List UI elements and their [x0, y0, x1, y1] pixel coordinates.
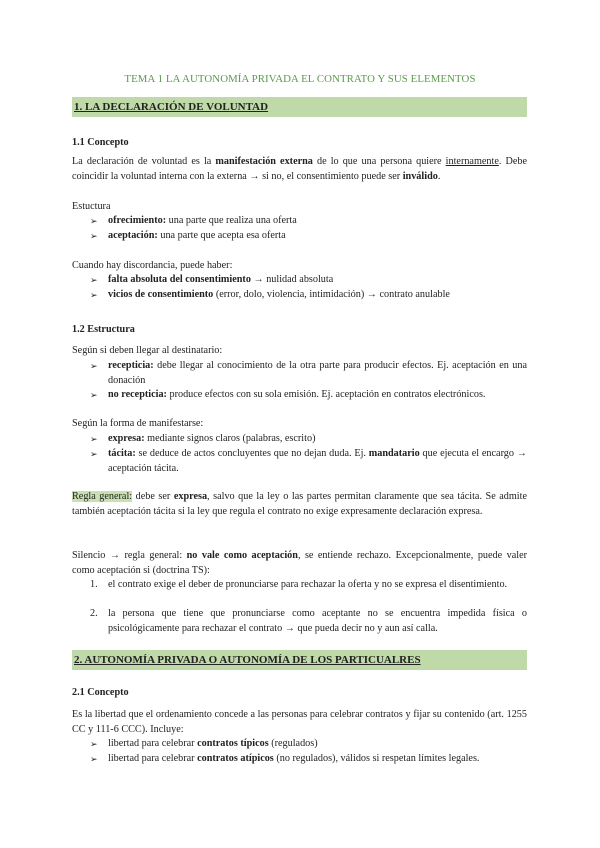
arrowhead-bullet-icon: ➢ — [90, 290, 98, 300]
subsection-1-2-heading: 1.2 Estructura — [72, 324, 135, 335]
regla-general-highlight: Regla general: — [72, 491, 133, 502]
arrowhead-bullet-icon: ➢ — [90, 275, 98, 285]
arrowhead-bullet-icon: ➢ — [90, 390, 98, 400]
arrowhead-bullet-icon: ➢ — [90, 754, 98, 764]
section-1-title: 1. LA DECLARACIÓN DE VOLUNTAD — [74, 101, 269, 113]
arrowhead-bullet-icon: ➢ — [90, 449, 98, 459]
regla-general-paragraph: Regla general: debe ser expresa, salvo que la ley o las partes permitan claramente que sea tácita. Se admite también aceptación tácita si la ley que regula el contrato no exige expresamente declaración expresa. — [72, 491, 527, 517]
section-2-header — [72, 650, 527, 670]
subsection-2-1-heading: 2.1 Concepto — [72, 687, 129, 698]
arrowhead-bullet-icon: ➢ — [90, 231, 98, 241]
destinatario-label: Según si deben llegar al destinatario: — [72, 345, 223, 356]
section-2-title: 2. AUTONOMÍA PRIVADA O AUTONOMÍA DE LOS PARTICUALRES — [74, 654, 421, 666]
silencio-paragraph: Silencio → regla general: no vale como aceptación, se entiende rechazo. Excepcionalmente, puede valer como aceptación si (doctrina TS): — [72, 550, 527, 576]
estructura-label: Estuctura — [72, 201, 111, 212]
arrowhead-bullet-icon: ➢ — [90, 434, 98, 444]
arrowhead-bullet-icon: ➢ — [90, 216, 98, 226]
autonomia-paragraph: Es la libertad que el ordenamiento concede a las personas para celebrar contratos y fijar su contenido (art. 1255 CC y 111-6 CCC). Incluye: — [72, 709, 527, 735]
arrowhead-bullet-icon: ➢ — [90, 739, 98, 749]
document-title: TEMA 1 LA AUTONOMÍA PRIVADA EL CONTRATO Y SUS ELEMENTOS — [124, 73, 476, 85]
arrowhead-bullet-icon: ➢ — [90, 361, 98, 371]
forma-label: Según la forma de manifestarse: — [72, 418, 204, 429]
concepto-paragraph: La declaración de voluntad es la manifestación externa de lo que una persona quiere internamente. Debe coincidir la voluntad interna con la externa → si no, el consentimiento puede ser inválido. — [72, 156, 528, 182]
discordancia-label: Cuando hay discordancia, puede haber: — [72, 260, 233, 271]
subsection-1-1-heading: 1.1 Concepto — [72, 137, 129, 148]
section-1-header — [72, 97, 527, 117]
